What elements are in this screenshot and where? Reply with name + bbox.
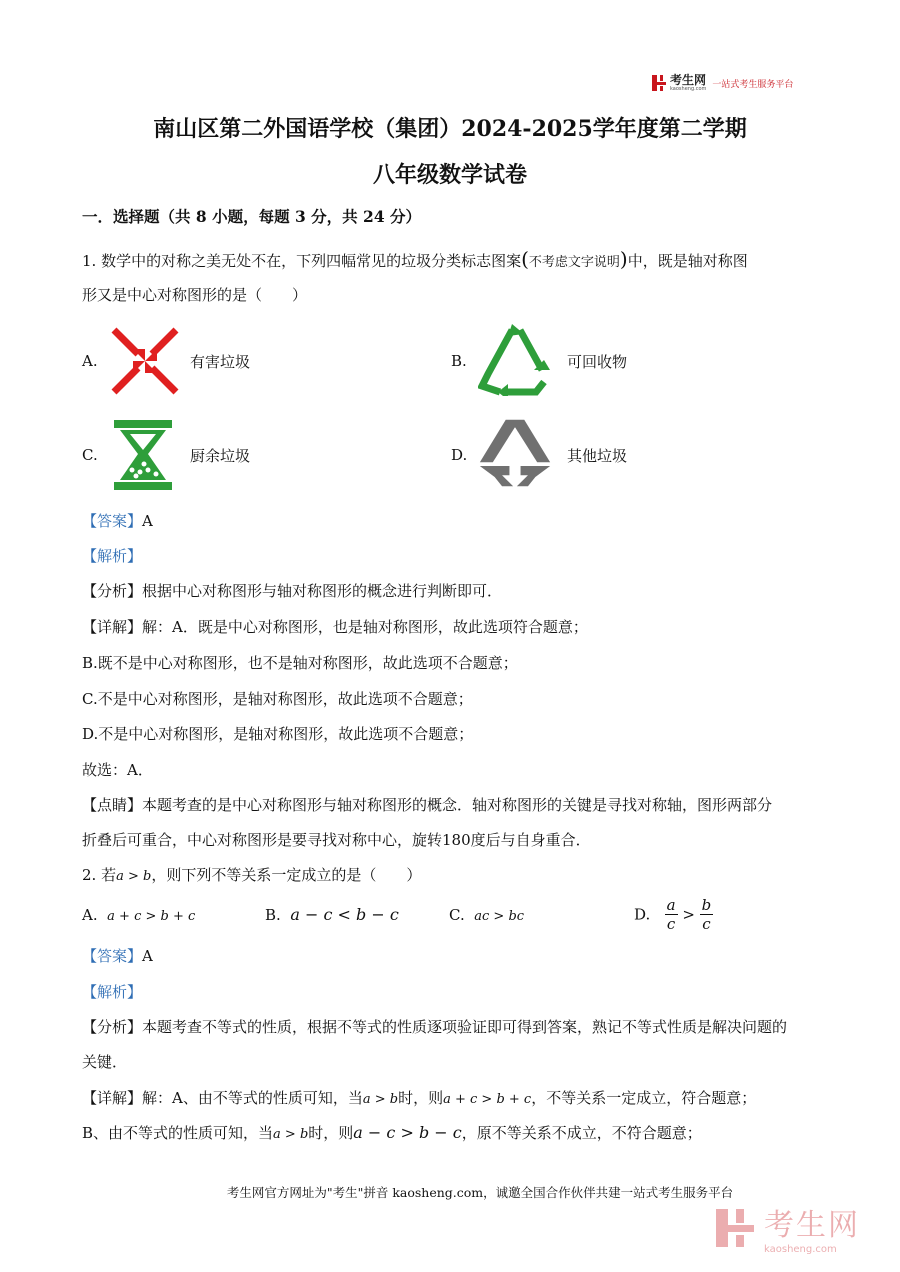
q1-dianjing-line2: 折叠后可重合，中心对称图形是要寻找对称中心，旋转180度后与自身重合．: [82, 831, 591, 849]
logo-name: 考生网: [670, 73, 707, 87]
logo-url: kaosheng.com: [670, 86, 707, 92]
q1-option-c-label: C.: [82, 446, 98, 464]
q1-option-d-label: D.: [451, 446, 468, 464]
q2-option-c: C. ac > bc: [449, 906, 525, 924]
q1-option-a-caption: 有害垃圾: [190, 353, 251, 371]
document-subtitle: 八年级数学试卷: [372, 162, 527, 188]
q2-option-a: A. a + c > b + c: [82, 906, 196, 924]
q1-explain-b: B.既不是中心对称图形，也不是轴对称图形，故此选项不合题意；: [82, 654, 518, 672]
kitchen-waste-icon: [108, 418, 182, 492]
q1-option-c-caption: 厨余垃圾: [190, 447, 251, 465]
q2-analysis-tag: 【解析】: [82, 983, 143, 1001]
q2-fenxi-line1: 【分析】本题考查不等式的性质，根据不等式的性质逐项验证即可得到答案，熟记不等式性质是解决问题的: [82, 1018, 788, 1036]
watermark-name: 考生网: [764, 1208, 860, 1243]
q1-xiangjie: 【详解】解：A．既是中心对称图形，也是轴对称图形，故此选项符合题意；: [82, 618, 588, 636]
other-waste-icon: [478, 416, 552, 490]
kaosheng-logo-icon: [652, 75, 666, 91]
q1-answer: 【答案】A: [82, 512, 153, 530]
q1-stem-line1: 1. 数学中的对称之美无处不在，下列四幅常见的垃圾分类标志图案(不考虑文字说明)中，既是轴对称图: [82, 247, 748, 271]
q1-explain-c: C.不是中心对称图形，是轴对称图形，故此选项不合题意；: [82, 690, 473, 708]
q1-option-a-label: A.: [82, 352, 98, 370]
watermark: [712, 1200, 860, 1255]
header-logo: [652, 72, 793, 94]
q1-fenxi: 【分析】根据中心对称图形与轴对称图形的概念进行判断即可．: [82, 582, 503, 600]
q1-option-b-caption: 可回收物: [567, 353, 628, 371]
recyclable-icon: [478, 322, 552, 396]
q1-option-b-label: B.: [451, 352, 467, 370]
q2-xiangjie: 【详解】解：A、由不等式的性质可知，当a > b时，则a + c > b + c，不等关系一定成立，符合题意；: [82, 1089, 757, 1107]
q2-stem: 2. 若a > b，则下列不等关系一定成立的是（ ）: [82, 866, 422, 884]
q1-analysis-tag: 【解析】: [82, 547, 143, 565]
document-title: 南山区第二外国语学校（集团）2024-2025学年度第二学期: [153, 116, 747, 142]
q2-answer: 【答案】A: [82, 947, 153, 965]
q2-fenxi-line2: 关键．: [82, 1053, 128, 1071]
q2-option-d: D. $\frac{a}{c}$ > $\frac{b}{c}$: [634, 896, 712, 933]
q1-explain-d: D.不是中心对称图形，是轴对称图形，故此选项不合题意；: [82, 725, 474, 743]
q2-option-b: B. a − c < b − c: [265, 905, 399, 924]
q1-choose: 故选：A．: [82, 761, 153, 779]
page-footer: 考生网官方网址为"考生"拼音 kaosheng.com，诚邀全国合作伙伴共建一站式考生服务平台: [226, 1185, 734, 1200]
watermark-url: kaosheng.com: [764, 1244, 837, 1255]
q1-stem-line2: 形又是中心对称图形的是（ ）: [82, 286, 308, 304]
kaosheng-watermark-icon: [712, 1205, 758, 1251]
q1-option-d-caption: 其他垃圾: [567, 447, 628, 465]
q2-explain-b: B、由不等式的性质可知，当a > b时，则a − c > b − c，原不等关系不成立，不符合题意；: [82, 1123, 702, 1142]
section-heading: 一．选择题（共 8 小题，每题 3 分，共 24 分）: [82, 207, 422, 226]
harmful-waste-icon: [108, 324, 182, 398]
q1-dianjing-line1: 【点睛】本题考查的是中心对称图形与轴对称图形的概念．轴对称图形的关键是寻找对称轴，图形两部分: [82, 796, 773, 814]
logo-slogan: 一站式考生服务平台: [712, 79, 794, 90]
